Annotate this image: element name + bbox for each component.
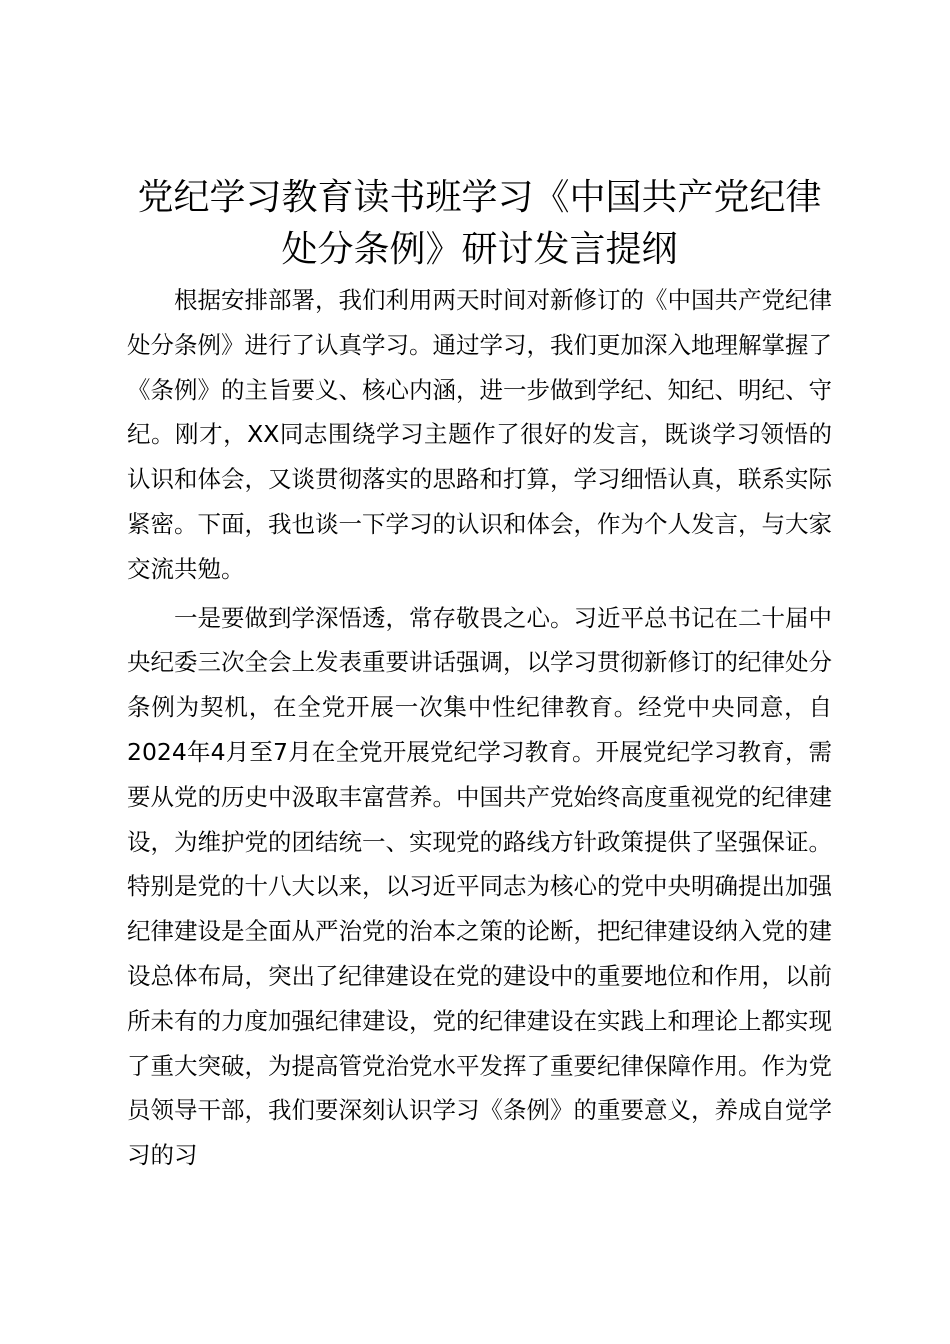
- paragraph-intro: 根据安排部署，我们利用两天时间对新修订的《中国共产党纪律处分条例》进行了认真学习。通过学习，我们更加深入地理解掌握了《条例》的主旨要义、核心内涵，进一步做到学纪、知纪、明纪、守纪。刚才，XX同志围绕学习主题作了很好的发言，既谈学习领悟的认识和体会，又谈贯彻落实的思路和打算，学习细悟认真，联系实际紧密。下面，我也谈一下学习的认识和体会，作为个人发言，与大家交流共勉。: [127, 286, 832, 583]
- document-page: [127, 172, 832, 1178]
- document-title: 党纪学习教育读书班学习《中国共产党纪律处分条例》研讨发言提纲: [137, 177, 822, 270]
- paragraph-point-one: 一是要做到学深悟透，常存敬畏之心。习近平总书记在二十届中央纪委三次全会上发表重要讲话强调，以学习贯彻新修订的纪律处分条例为契机，在全党开展一次集中性纪律教育。经党中央同意，自2024年4月至7月在全党开展党纪学习教育。开展党纪学习教育，需要从党的历史中汲取丰富营养。中国共产党始终高度重视党的纪律建设，为维护党的团结统一、实现党的路线方针政策提供了坚强保证。特别是党的十八大以来，以习近平同志为核心的党中央明确提出加强纪律建设是全面从严治党的治本之策的论断，把纪律建设纳入党的建设总体布局，突出了纪律建设在党的建设中的重要地位和作用，以前所未有的力度加强纪律建设，党的纪律建设在实践上和理论上都实现了重大突破，为提高管党治党水平发挥了重要纪律保障作用。作为党员领导干部，我们要深刻认识学习《条例》的重要意义，养成自觉学习的习: [127, 603, 832, 1170]
- document-body: [127, 278, 832, 1178]
